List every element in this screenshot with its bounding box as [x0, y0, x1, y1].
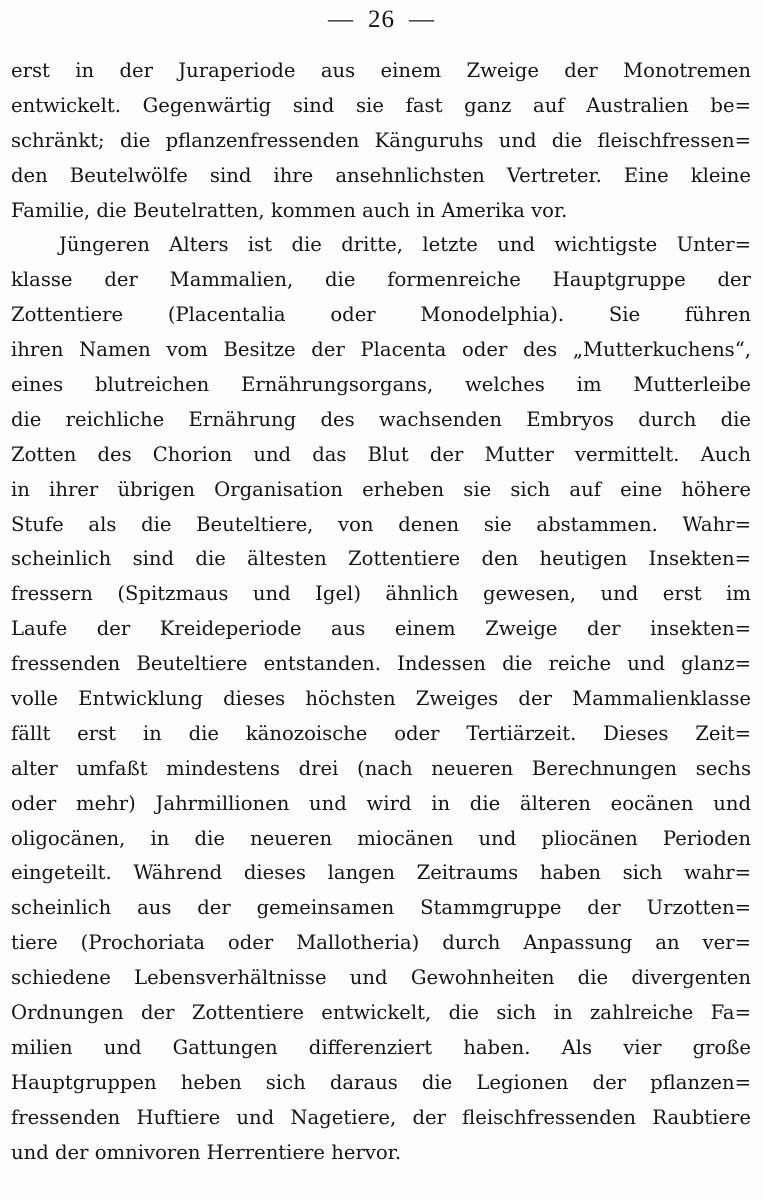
text-line: volle Entwicklung dieses höchsten Zweiges der Mammalienklasse	[11, 687, 751, 711]
page-number: 26	[368, 6, 395, 33]
text-line: ihren Namen vom Besitze der Placenta oder des „Mutterkuchens“,	[11, 338, 751, 362]
text-line: Stufe als die Beuteltiere, von denen sie abstammen. Wahr=	[11, 512, 751, 536]
text-line: schiedene Lebensverhältnisse und Gewohnheiten die divergenten	[11, 966, 751, 990]
page-number-header	[0, 4, 763, 36]
text-line: die reichliche Ernährung des wachsenden Embryos durch die	[11, 407, 751, 431]
text-line: Jüngeren Alters ist die dritte, letzte und wichtigste Unter=	[59, 233, 751, 257]
text-line: Laufe der Kreideperiode aus einem Zweige der insekten=	[11, 617, 751, 641]
text-line: Familie, die Beutelratten, kommen auch in Amerika vor.	[11, 198, 568, 222]
text-line: Zottentiere (Placentalia oder Monodelphia). Sie führen	[11, 303, 751, 327]
text-line: und der omnivoren Herrentiere hervor.	[11, 1140, 402, 1164]
text-line: entwickelt. Gegenwärtig sind sie fast ganz auf Australien be=	[11, 93, 751, 117]
text-line: milien und Gattungen differenziert haben. Als vier große	[11, 1035, 751, 1059]
paragraph-2	[11, 228, 751, 1170]
text-line: in ihrer übrigen Organisation erheben sie sich auf eine höhere	[11, 477, 751, 501]
text-line: fressern (Spitzmaus und Igel) ähnlich gewesen, und erst im	[11, 582, 751, 606]
text-line: Hauptgruppen heben sich daraus die Legionen der pflanzen=	[11, 1070, 751, 1094]
text-line: alter umfaßt mindestens drei (nach neueren Berechnungen sechs	[11, 756, 751, 780]
text-line: scheinlich aus der gemeinsamen Stammgruppe der Urzotten=	[11, 896, 751, 920]
text-line: eingeteilt. Während dieses langen Zeitraums haben sich wahr=	[11, 861, 751, 885]
text-line: eines blutreichen Ernährungsorgans, welches im Mutterleibe	[11, 373, 751, 397]
text-line: fressenden Huftiere und Nagetiere, der fleischfressenden Raubtiere	[11, 1105, 751, 1129]
text-line: Ordnungen der Zottentiere entwickelt, die sich in zahlreiche Fa=	[11, 1001, 751, 1025]
text-line: den Beutelwölfe sind ihre ansehnlichsten Vertreter. Eine kleine	[11, 163, 751, 187]
text-line: scheinlich sind die ältesten Zottentiere den heutigen Insekten=	[11, 547, 751, 571]
text-line: klasse der Mammalien, die formenreiche Hauptgruppe der	[11, 268, 751, 292]
text-line: oligocänen, in die neueren miocänen und pliocänen Perioden	[11, 826, 751, 850]
text-line: erst in der Juraperiode aus einem Zweige der Monotremen	[11, 59, 751, 82]
text-line: schränkt; die pflanzenfressenden Känguruhs und die fleischfressen=	[11, 128, 751, 152]
text-line: Zotten des Chorion und das Blut der Mutter vermittelt. Auch	[11, 442, 751, 466]
header-dash-right: —	[409, 6, 435, 33]
text-line: fällt erst in die känozoische oder Tertiärzeit. Dieses Zeit=	[11, 721, 751, 745]
body-text	[11, 54, 751, 1171]
header-dash-left: —	[328, 6, 354, 33]
text-line: oder mehr) Jahrmillionen und wird in die älteren eocänen und	[11, 791, 751, 815]
paragraph-1	[11, 54, 751, 228]
text-line: tiere (Prochoriata oder Mallotheria) durch Anpassung an ver=	[11, 931, 751, 955]
text-line: fressenden Beuteltiere entstanden. Indessen die reiche und glanz=	[11, 652, 751, 676]
